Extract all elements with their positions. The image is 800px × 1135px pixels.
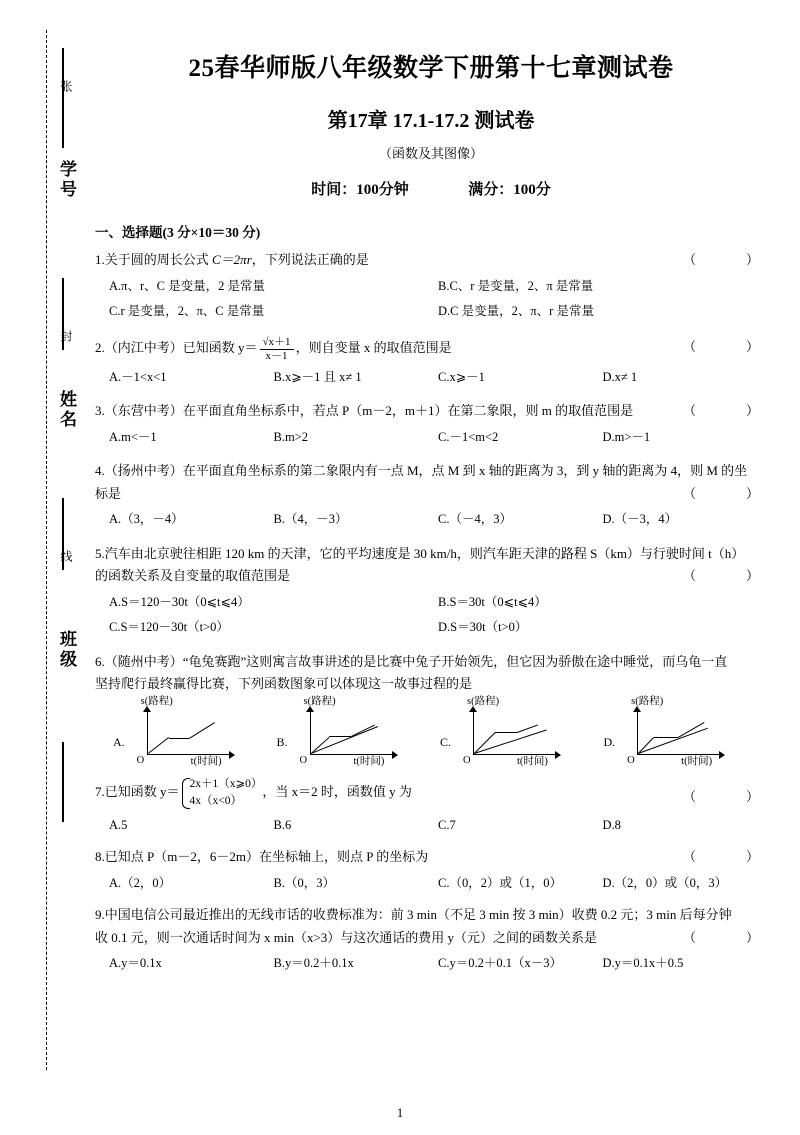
question-number: 5.	[95, 545, 105, 561]
graph-option-c[interactable]	[440, 696, 604, 768]
seal-mark-2: 封	[59, 330, 73, 343]
origin-label: O	[463, 755, 471, 767]
question-stem	[95, 249, 767, 272]
x-axis-arrow-icon	[719, 751, 725, 759]
answer-bracket: （ ）	[682, 402, 767, 418]
curve-seg	[495, 732, 517, 733]
stem-text-line-1: （随州中考）“龟兔赛跑”这则寓言故事讲述的是比赛中兔子开始领先，但它因为骄傲在途中睡觉，而乌龟一直	[104, 653, 728, 669]
question-stem-line-1	[95, 543, 767, 566]
question-stem-line-1	[95, 904, 767, 927]
x-axis-label: t(时间)	[190, 756, 222, 768]
question-5-options-row-2	[95, 617, 767, 638]
question-1	[95, 249, 767, 322]
question-stem-line-1	[95, 651, 767, 674]
option-d[interactable]: D.x≠ 1	[602, 369, 638, 384]
question-8-options	[95, 873, 767, 894]
option-c[interactable]: C.y＝0.2＋0.1（x－3）	[438, 956, 562, 971]
question-number: 2.	[95, 340, 105, 356]
question-7-options	[95, 815, 767, 836]
case-2: 4x（x<0）	[189, 795, 243, 808]
option-d[interactable]: D.m>－1	[602, 429, 651, 444]
origin-label: O	[627, 755, 635, 767]
question-3-options	[95, 427, 767, 448]
curve-seg	[329, 736, 351, 737]
option-b[interactable]: B.（0，3）	[273, 875, 335, 890]
option-b[interactable]: B.6	[273, 817, 292, 832]
answer-bracket: （ ）	[682, 568, 767, 584]
option-b[interactable]: B.S＝30t（0⩽t⩽4）	[438, 595, 547, 610]
option-a[interactable]: A.y＝0.1x	[109, 956, 162, 971]
option-b[interactable]: B.x⩾－1 且 x≠ 1	[273, 369, 362, 384]
stem-formula: C＝2πr	[212, 252, 252, 267]
question-4	[95, 460, 767, 531]
option-a[interactable]: A.（2，0）	[109, 875, 172, 890]
paper-meta	[95, 178, 767, 199]
y-axis-label: s(路程)	[467, 696, 500, 708]
graph-option-b[interactable]	[276, 696, 441, 768]
curve-seg	[654, 737, 678, 738]
question-3	[95, 400, 767, 448]
question-stem-line-1	[95, 460, 767, 483]
question-stem	[95, 776, 767, 811]
option-b[interactable]: B.（4，－3）	[273, 512, 348, 527]
fraction-numerator: √x＋1	[260, 336, 294, 350]
rail-segment	[62, 742, 64, 822]
fraction	[260, 336, 294, 362]
field-label-class: 班级	[57, 630, 76, 670]
option-d[interactable]: D.8	[602, 817, 621, 832]
curve-seg	[517, 725, 538, 733]
question-number: 6.	[95, 653, 105, 669]
question-6-graph-options	[113, 696, 767, 768]
option-a[interactable]: A.（3，－4）	[109, 512, 184, 527]
option-c[interactable]: C.x⩾－1	[438, 369, 485, 384]
answer-bracket: （ ）	[682, 252, 767, 267]
stem-text-line-2: 收 0.1 元，则一次通话时间为 x min（x>3）与这次通话的费用 y（元）之间的函数关系是	[95, 929, 598, 945]
stem-text: （东营中考）在平面直角坐标系中，若点 P（m－2，m＋1）在第二象限，则 m 的取值范围是	[104, 402, 634, 418]
option-label-c: C.	[440, 735, 452, 750]
full-score: 满分：100分	[468, 182, 551, 198]
stem-text-post: ，下列说法正确的是	[251, 252, 369, 267]
x-axis-arrow-icon	[555, 751, 561, 759]
field-label-student-id: 学号	[57, 160, 76, 200]
graph-c	[455, 696, 573, 768]
y-axis	[310, 708, 311, 754]
question-2-options	[95, 367, 767, 388]
question-number: 3.	[95, 402, 105, 418]
x-axis-arrow-icon	[229, 751, 235, 759]
question-2	[95, 336, 767, 388]
question-1-options-row-1	[95, 276, 767, 297]
section-heading: 一、选择题(3 分×10＝30 分)	[95, 225, 261, 240]
question-number: 1.	[95, 252, 105, 267]
piecewise-cases	[180, 776, 263, 811]
stem-text-pre: 已知函数 y＝	[104, 784, 180, 800]
field-label-name: 姓名	[57, 390, 76, 430]
option-label-b: B.	[276, 735, 288, 750]
option-d[interactable]: D.y＝0.1x＋0.5	[602, 956, 684, 971]
option-c[interactable]: C.r 是变量，2、π、C 是常量	[109, 304, 265, 318]
page-number: 1	[396, 1105, 404, 1120]
question-4-options	[95, 509, 767, 530]
option-c[interactable]: C.7	[438, 817, 456, 832]
option-b[interactable]: B.m>2	[273, 429, 308, 444]
stem-text-pre: 关于圆的周长公式	[104, 252, 213, 267]
answer-bracket: （ ）	[682, 848, 767, 864]
option-c[interactable]: C.（0，2）或（1，0）	[438, 875, 562, 890]
seal-mark-1: 张	[59, 80, 73, 93]
graph-d	[619, 696, 737, 768]
question-9	[95, 904, 767, 975]
question-stem	[95, 400, 767, 423]
stem-text-post: ，当 x＝2 时，函数值 y 为	[262, 784, 412, 800]
stem-text-line-1: 汽车由北京驶往相距 120 km 的天津，它的平均速度是 30 km/h，则汽车距天津的路程 S（km）与行驶时间 t（h）	[104, 545, 745, 561]
question-7	[95, 776, 767, 836]
stem-text-line-2: 坚持爬行最终赢得比赛，下列函数图象可以体现这一故事过程的是	[95, 676, 473, 692]
stem-text-post: ，则自变量 x 的取值范围是	[295, 340, 452, 356]
question-1-options-row-2	[95, 301, 767, 322]
time-limit: 时间：100分钟	[311, 182, 409, 198]
y-axis-label: s(路程)	[303, 696, 336, 708]
stem-text: 已知点 P（m－2，6－2m）在坐标轴上，则点 P 的坐标为	[104, 848, 429, 864]
option-c[interactable]: C.S＝120－30t（t>0）	[109, 620, 229, 635]
x-axis-label: t(时间)	[353, 756, 385, 768]
option-d[interactable]: D.S＝30t（t>0）	[438, 620, 528, 635]
stem-text-line-1: （扬州中考）在平面直角坐标系的第二象限内有一点 M，点 M 到 x 轴的距离为 3，到 y 轴的距离为 4，则 M 的坐	[104, 462, 748, 478]
dashed-fold-line	[46, 30, 47, 1070]
question-number: 7.	[95, 784, 105, 800]
curve-seg	[148, 737, 169, 754]
answer-bracket: （ ）	[682, 929, 767, 945]
stem-text-line-2: 的函数关系及自变量的取值范围是	[95, 568, 291, 584]
option-label-a: A.	[113, 735, 125, 750]
option-a[interactable]: A.m<－1	[109, 429, 157, 444]
seal-mark-3: 线	[59, 550, 73, 563]
option-a[interactable]: A.－1<x<1	[109, 369, 167, 384]
graph-option-a[interactable]	[113, 696, 277, 768]
paper-subtitle: 第17章 17.1-17.2 测试卷	[327, 110, 535, 132]
answer-bracket: （ ）	[682, 485, 767, 501]
x-axis-arrow-icon	[392, 751, 398, 759]
rail-segment	[62, 48, 64, 148]
x-axis-label: t(时间)	[681, 756, 713, 768]
origin-label: O	[136, 755, 145, 767]
question-stem	[95, 336, 767, 362]
paper-topic: （函数及其图像）	[378, 146, 483, 161]
question-9-options	[95, 953, 767, 974]
case-1: 2x＋1（x⩾0）	[189, 778, 263, 791]
rail-segment	[62, 498, 64, 570]
option-c[interactable]: C.－1<m<2	[438, 429, 499, 444]
paper-content	[95, 30, 767, 975]
option-b[interactable]: B.y＝0.2＋0.1x	[273, 956, 354, 971]
graph-option-d[interactable]	[603, 696, 768, 768]
graph-b	[292, 696, 410, 768]
question-number: 4.	[95, 462, 105, 478]
y-axis-label: s(路程)	[140, 696, 173, 708]
fraction-denominator: x－1	[265, 349, 288, 362]
question-stem	[95, 846, 767, 869]
left-margin-rail	[28, 30, 88, 1070]
question-number: 8.	[95, 848, 105, 864]
answer-bracket: （ ）	[682, 339, 767, 355]
graph-a	[129, 696, 247, 768]
option-d[interactable]: D.（－3，4）	[602, 512, 678, 527]
question-number: 9.	[95, 906, 105, 922]
answer-bracket: （ ）	[682, 789, 767, 805]
stem-text-line-1: 中国电信公司最近推出的无线市话的收费标准为：前 3 min（不足 3 min 按 3 min）收费 0.2 元；3 min 后每分钟	[104, 906, 732, 922]
x-axis-label: t(时间)	[517, 756, 548, 768]
stem-text-pre: （内江中考）已知函数 y＝	[104, 340, 258, 356]
stem-text-line-2: 标是	[95, 485, 122, 501]
question-6	[95, 651, 767, 769]
y-axis	[473, 708, 474, 754]
page-title: 25春华师版八年级数学下册第十七章测试卷	[188, 55, 674, 82]
question-8	[95, 846, 767, 894]
option-c[interactable]: C.（－4，3）	[438, 512, 512, 527]
option-label-d: D.	[603, 735, 616, 750]
y-axis	[637, 708, 638, 754]
question-5-options-row-1	[95, 592, 767, 613]
question-5	[95, 543, 767, 639]
option-a[interactable]: A.S＝120－30t（0⩽t⩽4）	[109, 595, 250, 610]
y-axis-label: s(路程)	[631, 696, 664, 708]
rail-segment	[62, 278, 64, 350]
curve-seg	[169, 738, 189, 739]
option-d[interactable]: D.C 是变量，2、π、r 是常量	[438, 304, 594, 318]
option-a[interactable]: A.5	[109, 817, 128, 832]
option-b[interactable]: B.C、r 是变量，2、π 是常量	[438, 278, 594, 293]
option-a[interactable]: A.π、r、C 是变量，2 是常量	[109, 278, 265, 293]
curve-seg	[311, 726, 378, 754]
y-axis	[147, 708, 148, 754]
option-d[interactable]: D.（2，0）或（0，3）	[602, 875, 728, 890]
origin-label: O	[299, 755, 308, 767]
curve-seg	[189, 722, 215, 739]
